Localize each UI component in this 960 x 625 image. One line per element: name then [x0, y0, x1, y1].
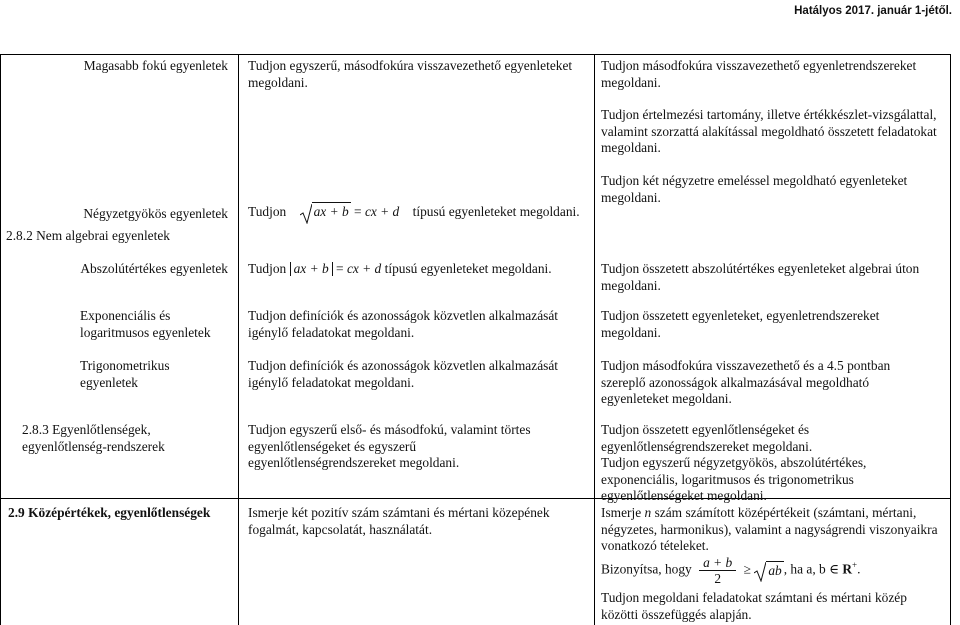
level2-means-c — [601, 590, 931, 623]
level1-suffix: típusú egyenleteket megoldani. — [384, 261, 552, 276]
square-root-expression — [300, 204, 351, 221]
level1-text: Tudjon definíciók és azonosságok közvetlen alkalmazását igénylő feladatokat megoldani. — [248, 358, 559, 390]
level2-text: Tudjon értelmezési tartomány, illetve értékkészlet-vizsgálattal, valamint szorzattá alakítással megoldható összetett feladatokat megoldani. — [601, 107, 937, 155]
equals-sign: = — [354, 204, 362, 219]
proof-end: . — [857, 561, 861, 577]
page-header — [0, 0, 960, 34]
radical-sign — [300, 204, 312, 224]
level1-means — [248, 505, 588, 538]
rhs-expression: cx + d — [364, 204, 400, 219]
level1-abs-eq — [248, 261, 588, 278]
table-divider-2 — [594, 54, 595, 625]
level2-higher-degree-b — [601, 107, 946, 157]
table-border-left — [0, 54, 1, 625]
proof-condition: , ha a, b ∈ — [783, 561, 839, 577]
topic-higher-degree — [6, 58, 228, 75]
level1-higher-degree — [248, 58, 588, 91]
table-divider-1 — [238, 54, 239, 625]
section-2-9 — [8, 505, 236, 522]
topic-label: Abszolútértékes egyenletek — [80, 261, 228, 276]
level2-abs-eq — [601, 261, 946, 294]
level2-text: Tudjon egyszerű négyzetgyökös, abszolútértékes, exponenciális, logaritmusos és trigonometrikus egyenlőtlenségeket megoldani. — [601, 455, 867, 503]
level2-text: szám számított középértékeit (számtani, mértani, négyzetes, harmonikus), valamint a nagyságrendi viszonyaikra vonatkozó tételeket. — [601, 505, 938, 553]
fraction-denominator: 2 — [714, 571, 722, 586]
section-title: 2.8.2 Nem algebrai egyenletek — [6, 228, 170, 243]
section-title: 2.8.3 Egyenlőtlenségek, egyenlőtlenség-rendszerek — [22, 422, 165, 454]
level2-means-a — [601, 505, 946, 555]
level2-text: Tudjon összetett abszolútértékes egyenleteket algebrai úton megoldani. — [601, 261, 920, 293]
radicand: ax + b — [313, 204, 349, 219]
level2-text: Tudjon összetett egyenlőtlenségeket és egyenlőtlenségrendszereket megoldani. — [601, 422, 813, 454]
radicand: ab — [768, 562, 782, 578]
level2-text: Tudjon összetett egyenleteket, egyenletrendszereket megoldani. — [601, 308, 880, 340]
level2-trig — [601, 358, 931, 408]
fraction-numerator: a + b — [699, 555, 736, 571]
proof-statement — [601, 555, 946, 586]
absolute-value-expression: ax + b — [290, 262, 333, 276]
geometric-mean-root — [754, 562, 783, 580]
variable-n: n — [644, 505, 652, 520]
equals-sign: = — [336, 261, 344, 276]
proof-prefix: Bizonyítsa, hogy — [601, 561, 692, 577]
topic-root-eq — [6, 206, 228, 223]
table-top-border — [0, 54, 951, 55]
level1-text: Tudjon egyszerű, másodfokúra visszavezethető egyenleteket megoldani. — [248, 58, 573, 90]
level1-text: Ismerje két pozitív szám számtani és mértani közepének fogalmát, kapcsolatát, használatát. — [248, 505, 550, 537]
level2-inequalities-b — [601, 455, 931, 505]
level2-text: Tudjon megoldani feladatokat számtani és mértani közép közötti összefüggés alapján. — [601, 590, 907, 622]
level1-suffix: típusú egyenleteket megoldani. — [412, 204, 580, 219]
level1-exp-log — [248, 308, 588, 341]
level1-prefix: Tudjon — [248, 204, 287, 219]
section-title: 2.9 Középértékek, egyenlőtlenségek — [8, 505, 211, 520]
topic-abs-eq — [6, 261, 228, 278]
level1-prefix: Tudjon — [248, 261, 287, 276]
level1-text: Tudjon definíciók és azonosságok közvetlen alkalmazását igénylő feladatokat megoldani. — [248, 308, 559, 340]
real-set-symbol: R — [842, 561, 853, 577]
topic-exp-log — [80, 308, 230, 341]
topic-label: Trigonometrikus egyenletek — [80, 358, 170, 390]
greater-equal-sign: ≥ — [743, 561, 751, 577]
level2-higher-degree-a — [601, 58, 946, 91]
level1-inequalities — [248, 422, 553, 472]
section-2-8-3 — [22, 422, 222, 455]
mean-fraction — [699, 555, 736, 586]
topic-label: Magasabb fokú egyenletek — [83, 58, 228, 73]
level2-root-eq — [601, 173, 946, 206]
level1-root-eq — [248, 204, 588, 221]
level1-trig — [248, 358, 588, 391]
level2-inequalities-a — [601, 422, 921, 455]
topic-trig — [80, 358, 200, 391]
level2-exp-log — [601, 308, 931, 341]
table-border-right — [950, 54, 951, 625]
topic-label: Négyzetgyökös egyenletek — [83, 206, 228, 221]
positive-superscript: + — [852, 560, 858, 571]
radical-sign — [754, 562, 766, 582]
level2-text: Tudjon két négyzetre emeléssel megoldható egyenleteket megoldani. — [601, 173, 908, 205]
level2-text: Tudjon másodfokúra visszavezethető és a 4.5 pontban szereplő azonosságok alkalmazásával megoldható egyenleteket megoldani. — [601, 358, 891, 406]
topic-label: Exponenciális és logaritmusos egyenletek — [80, 308, 211, 340]
section-2-8-2 — [6, 228, 228, 245]
level1-text: Tudjon egyszerű első- és másodfokú, valamint törtes egyenlőtlenségeket és egyszerű egyenlőtlenségrendszereket megoldani. — [248, 422, 531, 470]
level2-prefix: Ismerje — [601, 505, 642, 520]
validity-note: Hatályos 2017. január 1-jétől. — [794, 5, 952, 17]
rhs-expression: cx + d — [346, 261, 382, 276]
level2-text: Tudjon másodfokúra visszavezethető egyenletrendszereket megoldani. — [601, 58, 917, 90]
